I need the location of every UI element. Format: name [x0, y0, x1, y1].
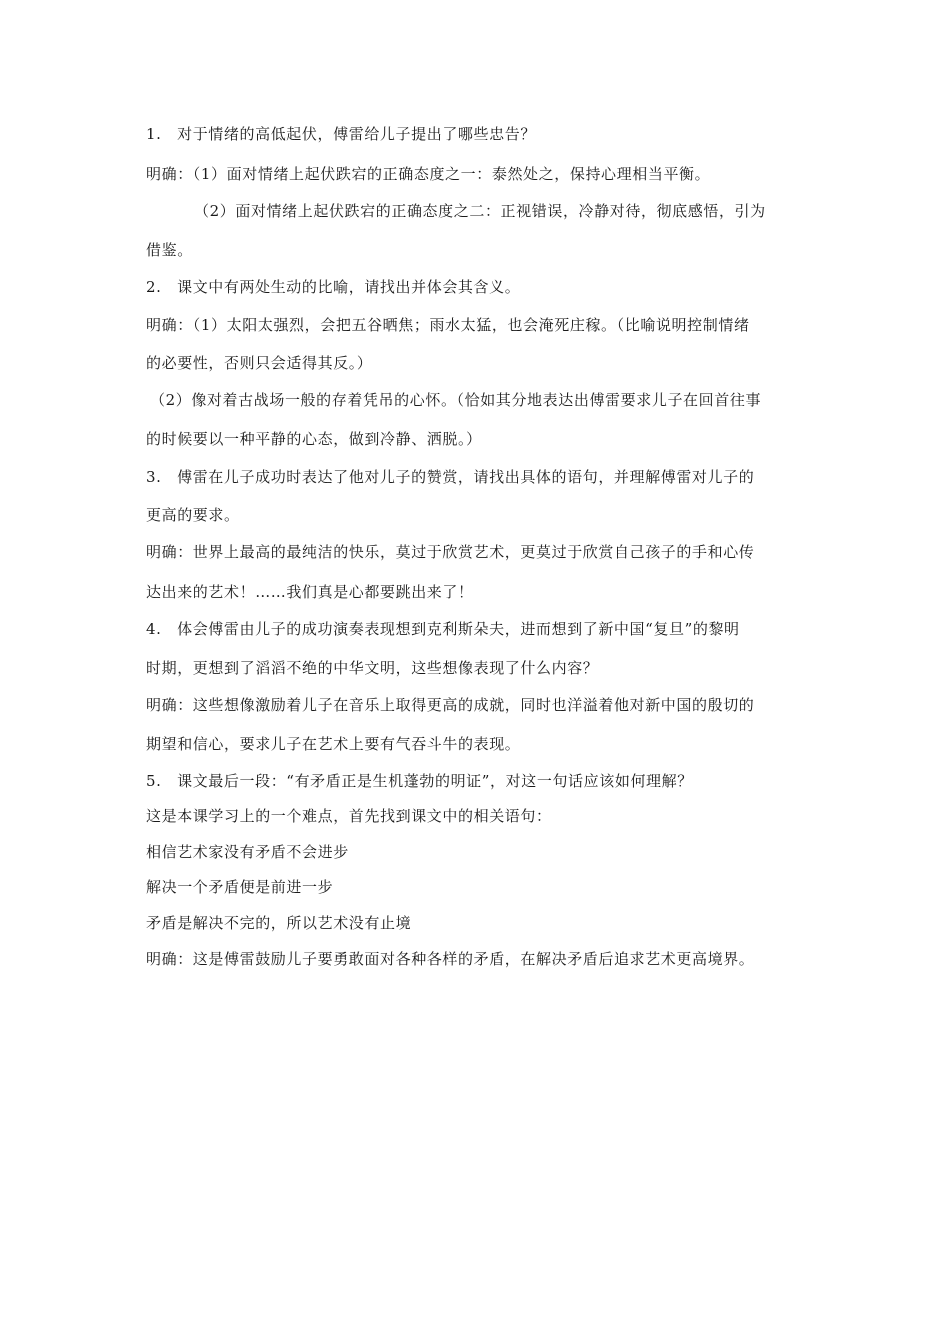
question-5: 5. 课文最后一段：“有矛盾正是生机蓬勃的明证”，对这一句话应该如何理解？ — [146, 772, 693, 790]
question-3: 3. 傅雷在儿子成功时表达了他对儿子的赞赏，请找出具体的语句，并理解傅雷对儿子的 — [146, 468, 755, 486]
answer-5-intro: 这是本课学习上的一个难点，首先找到课文中的相关语句： — [146, 807, 552, 825]
question-1: 1. 对于情绪的高低起伏，傅雷给儿子提出了哪些忠告？ — [146, 125, 536, 143]
answer-2-part-2: （2）像对着古战场一般的存着凭吊的心怀。（恰如其分地表达出傅雷要求儿子在回首往事 — [150, 391, 762, 409]
answer-2-part-1-cont: 的必要性，否则只会适得其反。） — [146, 354, 373, 372]
answer-4: 明确：这些想像激励着儿子在音乐上取得更高的成就，同时也洋溢着他对新中国的殷切的 — [146, 696, 755, 714]
quote-3: 矛盾是解决不完的，所以艺术没有止境 — [146, 914, 412, 932]
question-4-cont: 时期，更想到了滔滔不绝的中华文明，这些想像表现了什么内容？ — [146, 659, 599, 677]
quote-1: 相信艺术家没有矛盾不会进步 — [146, 843, 349, 861]
answer-3: 明确：世界上最高的最纯洁的快乐，莫过于欣赏艺术，更莫过于欣赏自己孩子的手和心传 — [146, 543, 755, 561]
answer-2-part-1: 明确：（1）太阳太强烈，会把五谷晒焦；雨水太猛，也会淹死庄稼。（比喻说明控制情绪 — [146, 316, 750, 334]
answer-2-part-2-cont: 的时候要以一种平静的心态，做到冷静、洒脱。） — [146, 430, 482, 448]
question-3-cont: 更高的要求。 — [146, 506, 240, 524]
answer-1-part-1: 明确：（1）面对情绪上起伏跌宕的正确态度之一：泰然处之，保持心理相当平衡。 — [146, 165, 711, 183]
answer-5: 明确：这是傅雷鼓励儿子要勇敢面对各种各样的矛盾，在解决矛盾后追求艺术更高境界。 — [146, 950, 755, 968]
question-4: 4. 体会傅雷由儿子的成功演奏表现想到克利斯朵夫，进而想到了新中国“复旦”的黎明 — [146, 620, 740, 638]
question-2: 2. 课文中有两处生动的比喻，请找出并体会其含义。 — [146, 278, 521, 296]
answer-1-part-2-cont: 借鉴。 — [146, 241, 193, 259]
answer-4-cont: 期望和信心，要求儿子在艺术上要有气吞斗牛的表现。 — [146, 735, 521, 753]
answer-3-cont: 达出来的艺术！……我们真是心都要跳出来了！ — [146, 583, 474, 601]
answer-1-part-2: （2）面对情绪上起伏跌宕的正确态度之二：正视错误，冷静对待，彻底感悟，引为 — [194, 202, 766, 220]
quote-2: 解决一个矛盾便是前进一步 — [146, 878, 334, 896]
